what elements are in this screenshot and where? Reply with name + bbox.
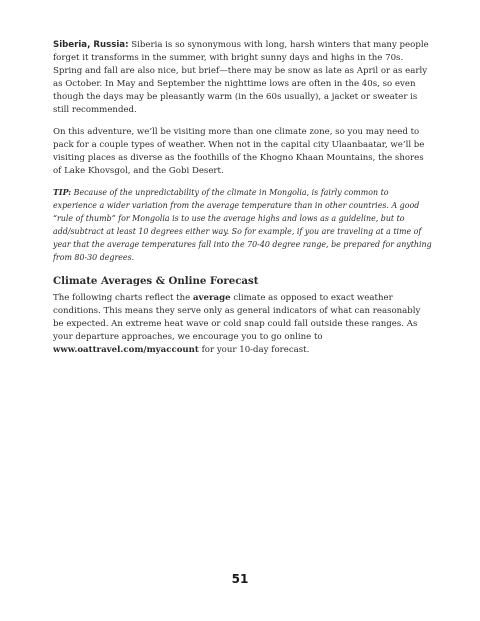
siberia-label: Siberia, Russia: xyxy=(53,40,129,50)
climate-text-middle: climate as opposed to exact weather conditions. This means they serve only as general indicators of what can reasonably be expected. An extreme heat wave or cold snap could fall outside these ranges. As your departure approaches, we encourage you to go online to xyxy=(53,292,421,342)
climate-text-before: The following charts reflect the xyxy=(53,292,193,303)
tip-text: Because of the unpredictability of the climate in Mongolia, is fairly common to experience a wider variation from the average temperature than in other countries. A good “rule of thumb” for Mongolia is to use the average highs and lows as a guideline, but to add/subtract at least 10 degrees either way. So for example, if you are traveling at a time of year that the average temperatures fall into the 70-40 degree range, be prepared for anything from 80-30 degrees. xyxy=(53,187,432,263)
page-content xyxy=(53,39,433,365)
siberia-text: Siberia is so synonymous with long, harsh winters that many people forget it transforms in the summer, with bright sunny days and highs in the 70s. Spring and fall are also nice, but brief—there may be snow as late as April or as early as October. In May and September the nighttime lows are often in the 40s, so even though the days may be pleasantly warm (in the 60s usually), a jacket or sweater is still recommended. xyxy=(53,40,429,116)
page-number: 51 xyxy=(231,572,249,586)
climate-text-after: for your 10-day forecast. xyxy=(198,344,310,355)
average-emphasis: average xyxy=(192,292,231,303)
climate-heading: Climate Averages & Online Forecast xyxy=(53,274,259,287)
adventure-paragraph: On this adventure, we’ll be visiting more than one climate zone, so you may need to pack for a couple types of weather. When not in the capital city Ulaanbaatar, we’ll be visiting places as diverse as the foothills of the Khogno Khaan Mountains, the shores of Lake Khovsgol, and the Gobi Desert. xyxy=(53,126,425,176)
myaccount-link[interactable]: www.oattravel.com/myaccount xyxy=(53,344,199,355)
tip-paragraph xyxy=(53,186,433,265)
climate-paragraph xyxy=(53,292,433,357)
siberia-paragraph xyxy=(53,39,433,118)
tip-label: TIP: xyxy=(53,187,72,197)
